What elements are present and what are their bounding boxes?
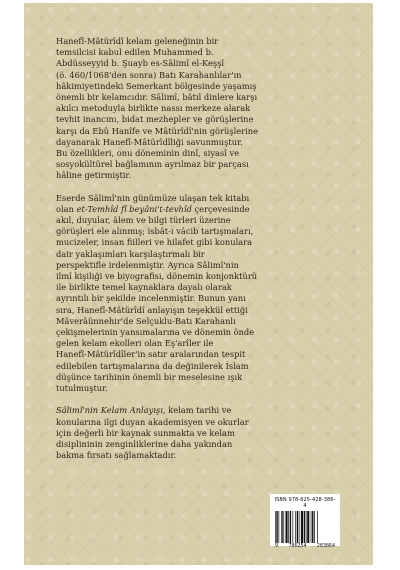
- blurb-line: (ö. 460/1068'den sonra) Batı Karahanlılar'ın: [56, 69, 242, 80]
- blurb-line: disiplininin zenginliklerine daha yakından: [56, 438, 233, 449]
- blurb-line: tevhit inancını, bidat mezhepler ve görüşlerine: [56, 114, 254, 125]
- blurb-line: mucizeler, insan fiilleri ve hilafet gibi konulara: [56, 237, 253, 248]
- blurb-line: için değerli bir kaynak sunmakta ve kelam: [56, 427, 235, 438]
- blurb-line: Hanefî-Mâtürîdî kelam geleneğinin bir: [56, 36, 219, 46]
- blurb-paragraph: [56, 193, 341, 395]
- isbn-label: ISBN 978-625-428-386-4: [274, 497, 336, 509]
- back-cover-blurb: [56, 36, 341, 472]
- blurb-line: Sâlimî'nin Kelam Anlayışı, kelam tarihi ve: [56, 405, 232, 416]
- blurb-line: görüşleri ele alınmış; isbât-ı vâcib tartışmaları,: [56, 226, 254, 237]
- blurb-line: Eserde Sâlimî'nin günümüze ulaşan tek kitabı: [56, 192, 250, 203]
- blurb-line: karşı da Ebû Hanîfe ve Mâtürîdî'nin görüşlerine: [56, 125, 259, 136]
- blurb-line: hâkimiyetindeki Semerkant bölgesinde yaşamış: [56, 80, 257, 91]
- blurb-line: ayrıntılı bir şekilde incelenmiştir. Bunun yanı: [56, 293, 246, 304]
- blurb-line: akılcı metoduyla birlikte nassı merkeze alarak: [56, 103, 251, 114]
- blurb-line: ilmî kişiliği ve biyografisi, dönemin konjonktürü: [56, 271, 258, 282]
- barcode-icon: [274, 511, 336, 543]
- barcode-digit-group-1: 786254: [288, 543, 307, 549]
- blurb-line: temsilcisi kabul edilen Muhammed b.: [56, 47, 214, 58]
- blurb-line: çekişmelerinin yansımalarına ve dönemin önde: [56, 327, 255, 338]
- blurb-line: edilebilen tartışmalarına da değinilerek İslam: [56, 360, 249, 371]
- blurb-line: Hanefî-Mâtürîdîler'in satır aralarından tespit: [56, 349, 246, 360]
- blurb-line: Abdüsseyyid b. Şuayb es-Sâlimî el-Keşşî: [56, 58, 225, 69]
- blurb-line: dayanarak Hanefî-Mâtürîdîliği savunmuştur.: [56, 136, 243, 147]
- barcode-digit-group-2: 283864: [316, 543, 335, 549]
- blurb-line: sıra, Hanefî-Mâtürîdî anlayışın teşekkül ettiği: [56, 304, 248, 315]
- blurb-line: ile birlikte temel kaynaklara dayalı olarak: [56, 282, 232, 293]
- blurb-line: olan et-Temhîd fî beyâni't-tevhîd çerçevesinde: [56, 203, 250, 214]
- blurb-line: tutulmuştur.: [56, 383, 108, 394]
- blurb-line: Mâverâünnehir'de Selçuklu-Batı Karahanlı: [56, 315, 236, 326]
- barcode-digit-prefix: 9: [275, 543, 279, 549]
- blurb-line: düşünce tarihinin önemli bir meselesine ışık: [56, 371, 243, 382]
- blurb-line: konularına ilgi duyan akademisyen ve okurlar: [56, 416, 249, 427]
- blurb-line: Bu özellikleri, onu döneminin dinî, siyasî ve: [56, 148, 240, 159]
- blurb-paragraph: [56, 36, 341, 182]
- barcode-box: [270, 494, 340, 549]
- barcode-digits: [274, 543, 336, 549]
- blurb-line: gelen kelam ekolleri olan Eş'arîler ile: [56, 338, 214, 349]
- blurb-line: bakma fırsatı sağlamaktadır.: [56, 450, 177, 461]
- blurb-line: önemli bir kelamcıdır. Sâlimî, bâtıl dinlere karşı: [56, 92, 258, 103]
- blurb-line: akıl, duyular, âlem ve bilgi türleri üzerine: [56, 215, 231, 226]
- blurb-line: perspektifle irdelenmiştir. Ayrıca Sâlimî'nin: [56, 259, 239, 270]
- blurb-line: hâline getirmiştir.: [56, 170, 132, 181]
- blurb-line: sosyokültürel bağlamının ayrılmaz bir parçası: [56, 159, 249, 170]
- blurb-line: dair yaklaşımları karşılaştırmalı bir: [56, 248, 205, 259]
- blurb-paragraph: [56, 405, 341, 461]
